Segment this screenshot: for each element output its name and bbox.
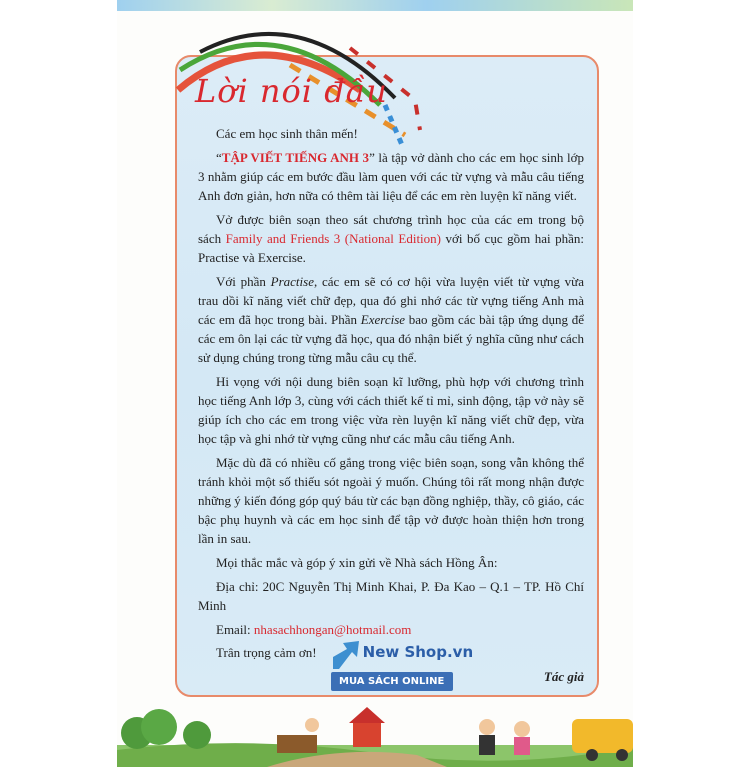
closing-row: [198, 643, 584, 691]
brand-name: New Shop.vn: [362, 643, 474, 661]
paragraph-structure: Với phần Practise, các em sẽ có cơ hội vừa luyện viết từ vựng vừa trau dồi kĩ năng viết chữ đẹp, qua đó ghi nhớ các từ vựng tiếng Anh mà các em đã học trong bài. Phần Exercise bao gồm các bài tập ứng dụng để các em ôn lại các từ vựng đã học, qua đó nhận biết ý nghĩa cũng như cách sử dụng chúng trong từng mẫu câu cụ thể.: [198, 274, 584, 365]
brand-tagline: MUA SÁCH ONLINE: [331, 672, 453, 691]
paragraph-intro: “TẬP VIẾT TIẾNG ANH 3” là tập vở dành cho các em học sinh lớp 3 nhằm giúp các em bước đầu làm quen với các từ vựng và mẫu câu tiếng Anh đơn giản, hơn nữa có thêm tài liệu để các em rèn luyện kĩ năng viết.: [198, 150, 584, 203]
closing: Trân trọng cảm ơn!: [216, 645, 317, 660]
contact-intro: Mọi thắc mắc và góp ý xin gửi về Nhà sách Hồng Ân:: [216, 555, 498, 570]
page-title: Lời nói đầu: [195, 72, 388, 110]
email-link[interactable]: nhasachhongan@hotmail.com: [253, 621, 412, 637]
top-illustration-strip: [117, 0, 633, 11]
preface-body: [198, 124, 584, 691]
book-title: TẬP VIẾT TIẾNG ANH 3: [221, 150, 370, 165]
greeting: Các em học sinh thân mến!: [216, 126, 358, 141]
series-name: Family and Friends 3 (National Edition): [225, 231, 442, 246]
bottom-illustration: [117, 705, 633, 767]
paragraph-curriculum: Vở được biên soạn theo sát chương trình học của các em trong bộ sách Family and Friends 3 (National Edition) với bố cục gồm hai phần: Practise và Exercise.: [198, 212, 585, 265]
newshop-watermark: [331, 639, 474, 691]
contact-address: Địa chỉ: 20C Nguyễn Thị Minh Khai, P. Đa Kao – Q.1 – TP. Hồ Chí Minh: [198, 578, 584, 613]
arrow-icon: [331, 639, 361, 671]
paragraph-feedback: Mặc dù đã có nhiều cố gắng trong việc biên soạn, song vẫn không thể tránh khỏi một số thiếu sót ngoài ý muốn. Chúng tôi rất mong nhận được những ý kiến đóng góp quý báu từ các bạn đồng nghiệp, thầy, cô giáo, các bậc phụ huynh và các em học sinh để tập vở được hoàn thiện hơn trong lần in sau.: [198, 455, 584, 546]
paragraph-hope: Hi vọng với nội dung biên soạn kĩ lưỡng, phù hợp với chương trình học tiếng Anh lớp 3, cùng với cách thiết kế tỉ mỉ, sinh động, tập vở này sẽ giúp ích cho các em trong việc vừa rèn luyện kĩ năng viết chữ đẹp, vừa học tập và ghi nhớ từ vựng cũng như các mẫu câu tiếng Anh.: [198, 374, 584, 446]
contact-block: [198, 553, 584, 691]
author-signature: Tác giả: [543, 669, 584, 684]
contact-email-line: Email: nhasachhongan@hotmail.com: [216, 621, 412, 637]
